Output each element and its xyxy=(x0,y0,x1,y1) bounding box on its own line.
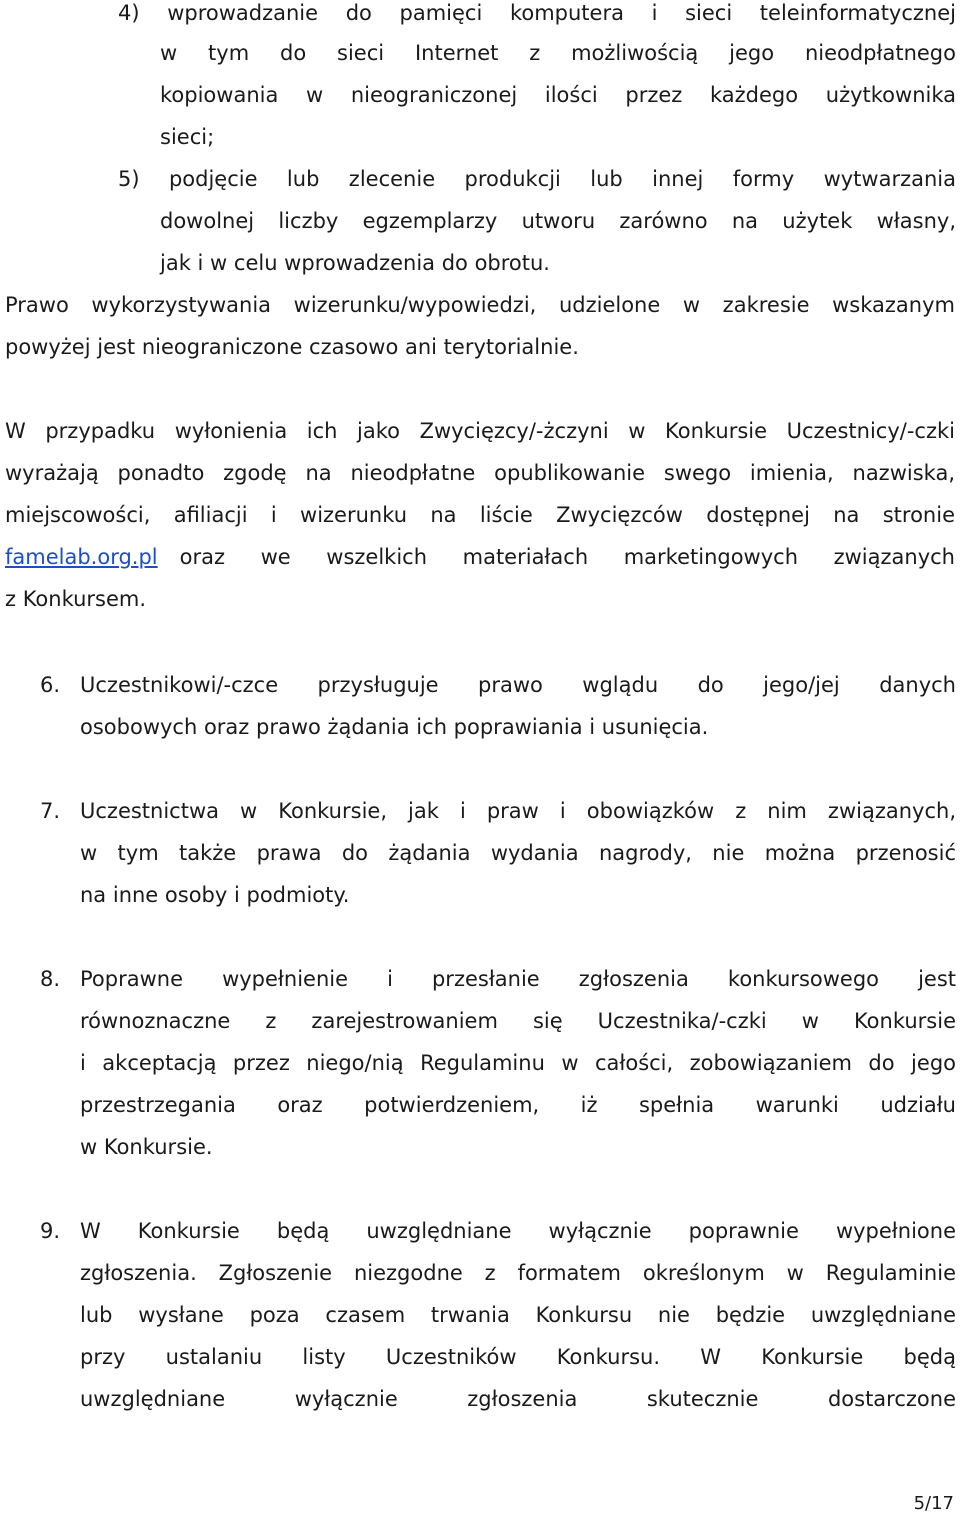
section-7-number: 7. xyxy=(40,799,61,823)
section-8-line-3: i akceptacją przez niego/nią Regulaminu w całości, zobowiązaniem do jego xyxy=(80,1051,956,1075)
section-8-line-4: przestrzegania oraz potwierdzeniem, iż spełnia warunki udziału xyxy=(80,1093,956,1117)
section-7-line-1: Uczestnictwa w Konkursie, jak i praw i obowiązków z nim związanych, xyxy=(80,799,956,823)
paragraph-winners-line-5: z Konkursem. xyxy=(5,587,147,611)
section-6-number: 6. xyxy=(40,673,61,697)
section-6-line-2: osobowych oraz prawo żądania ich poprawiania i usunięcia. xyxy=(80,715,709,739)
section-9-number: 9. xyxy=(40,1219,61,1243)
section-9-line-1: W Konkursie będą uwzględniane wyłącznie poprawnie wypełnione xyxy=(80,1219,956,1243)
paragraph-prawo-line-1: Prawo wykorzystywania wizerunku/wypowiedzi, udzielone w zakresie wskazanym xyxy=(5,293,955,317)
section-9-line-2: zgłoszenia. Zgłoszenie niezgodne z formatem określonym w Regulaminie xyxy=(80,1261,956,1285)
paragraph-winners-line-3: miejscowości, afiliacji i wizerunku na liście Zwycięzców dostępnej na stronie xyxy=(5,503,955,527)
paragraph-winners-line-4-rest: oraz we wszelkich materiałach marketingowych związanych xyxy=(179,545,955,569)
section-9-line-4: przy ustalaniu listy Uczestników Konkursu. W Konkursie będą xyxy=(80,1345,956,1369)
list-item-5-line-2: dowolnej liczby egzemplarzy utworu zarówno na użytek własny, xyxy=(160,209,956,233)
section-8-line-5: w Konkursie. xyxy=(80,1135,213,1159)
list-item-5-line-3: jak i w celu wprowadzenia do obrotu. xyxy=(160,251,550,275)
section-8-number: 8. xyxy=(40,967,61,991)
page-number: 5/17 xyxy=(913,1493,954,1514)
list-item-4-line-4: sieci; xyxy=(160,125,215,149)
paragraph-winners-line-4 xyxy=(5,544,955,570)
paragraph-winners-line-1: W przypadku wyłonienia ich jako Zwycięzcy/-żczyni w Konkursie Uczestnicy/-czki xyxy=(5,419,955,443)
section-9-line-3: lub wysłane poza czasem trwania Konkursu nie będzie uwzględniane xyxy=(80,1303,956,1327)
section-8-line-2: równoznaczne z zarejestrowaniem się Uczestnika/-czki w Konkursie xyxy=(80,1009,956,1033)
famelab-link[interactable]: famelab.org.pl xyxy=(5,545,158,569)
list-item-5-line-1: 5) podjęcie lub zlecenie produkcji lub innej formy wytwarzania xyxy=(118,167,956,191)
section-6-line-1: Uczestnikowi/-czce przysługuje prawo wglądu do jego/jej danych xyxy=(80,673,956,697)
section-7-line-2: w tym także prawa do żądania wydania nagrody, nie można przenosić xyxy=(80,841,956,865)
paragraph-winners-line-2: wyrażają ponadto zgodę na nieodpłatne opublikowanie swego imienia, nazwiska, xyxy=(5,461,955,485)
list-item-4-line-1: 4) wprowadzanie do pamięci komputera i sieci teleinformatycznej xyxy=(118,1,956,25)
section-7-line-3: na inne osoby i podmioty. xyxy=(80,883,350,907)
section-8-line-1: Poprawne wypełnienie i przesłanie zgłoszenia konkursowego jest xyxy=(80,967,956,991)
list-item-4-line-2: w tym do sieci Internet z możliwością jego nieodpłatnego xyxy=(160,41,956,65)
paragraph-prawo-line-2: powyżej jest nieograniczone czasowo ani terytorialnie. xyxy=(5,335,579,359)
list-item-4-line-3: kopiowania w nieograniczonej ilości przez każdego użytkownika xyxy=(160,83,956,107)
section-9-line-5: uwzględniane wyłącznie zgłoszenia skutecznie dostarczone xyxy=(80,1387,956,1411)
